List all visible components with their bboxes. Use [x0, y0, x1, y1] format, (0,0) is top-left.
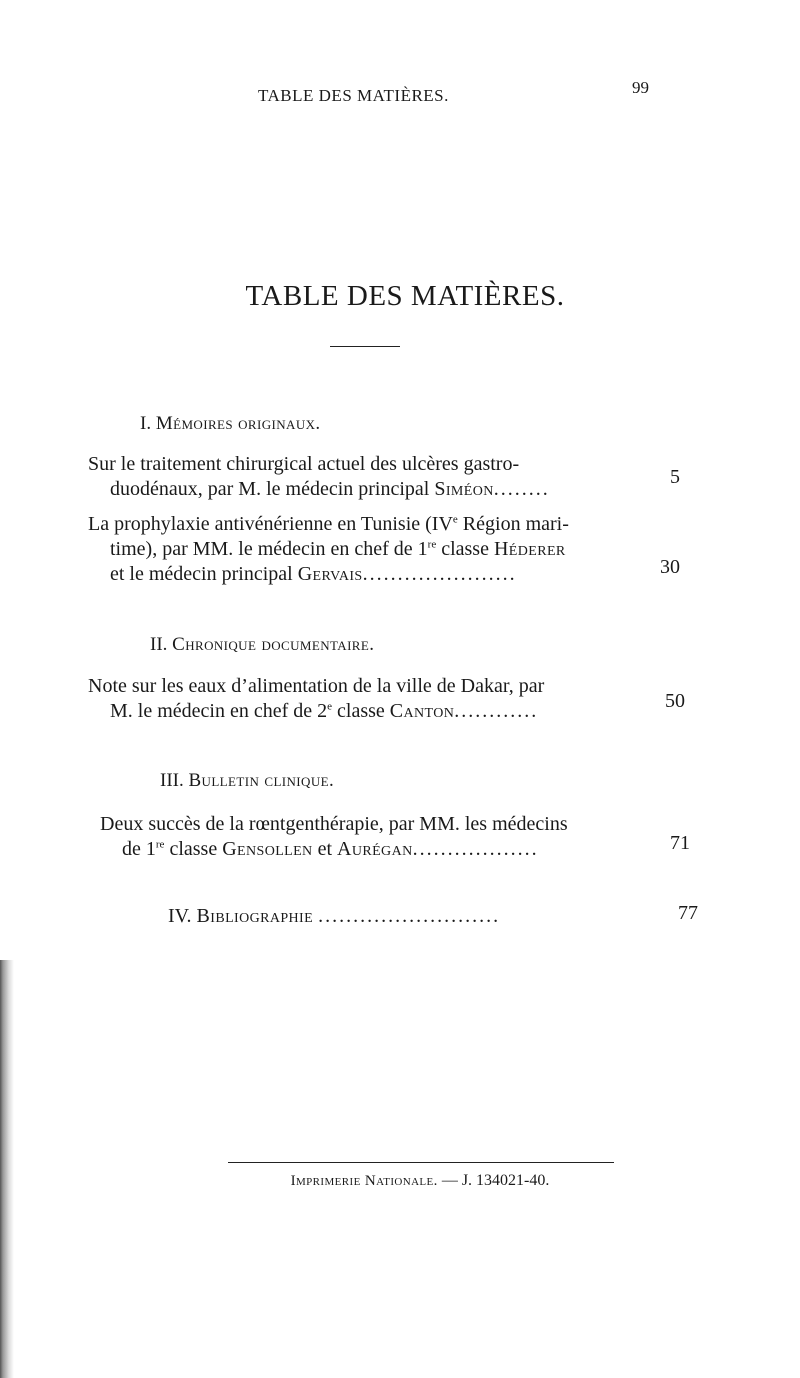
- entry-page-number: 50: [665, 690, 685, 712]
- author-name: Gervais: [297, 563, 363, 585]
- entry-line: La prophylaxie antivénérienne en Tunisie (IVe Région mari-: [88, 513, 569, 535]
- author-name: Héderer: [493, 538, 566, 560]
- section-heading-memoires: [140, 413, 321, 435]
- section-heading-bibliographie: [168, 905, 500, 928]
- page-edge-shadow: [0, 960, 14, 1378]
- job-number: J. 134021-40.: [461, 1172, 550, 1189]
- entry-line: time), par MM. le médecin en chef de 1re classe Héderer: [110, 538, 566, 560]
- section-title: Mémoires originaux.: [155, 413, 321, 434]
- author-name: Gensollen: [222, 838, 313, 860]
- running-title: TABLE DES MATIÈRES.: [258, 86, 449, 105]
- toc-entry-dakar: [88, 674, 628, 724]
- section-title: Bulletin clinique.: [188, 770, 335, 791]
- imprint-dash: —: [441, 1172, 458, 1189]
- entry-line: M. le médecin en chef de 2e classe Canton............: [110, 700, 539, 722]
- printer-name: Imprimerie Nationale.: [290, 1173, 438, 1189]
- entry-line: duodénaux, par M. le médecin principal Siméon........: [110, 478, 550, 500]
- toc-entry-prophylaxie: [88, 512, 628, 587]
- section-numeral: I.: [140, 413, 152, 434]
- entry-page-number: 5: [670, 466, 680, 488]
- title-divider: [330, 346, 400, 347]
- dot-leader: ..........................: [318, 905, 501, 927]
- entry-line: Deux succès de la rœntgenthérapie, par MM. les médecins: [100, 813, 568, 835]
- section-title: Bibliographie: [196, 905, 314, 927]
- dot-leader: ......................: [362, 563, 517, 585]
- entry-page-number: 30: [660, 556, 680, 578]
- entry-page-number: 77: [678, 902, 698, 924]
- entry-line: Sur le traitement chirurgical actuel des ulcères gastro-: [88, 453, 520, 475]
- entry-page-number: 71: [670, 832, 690, 854]
- section-numeral: III.: [160, 770, 184, 791]
- section-numeral: II.: [150, 634, 168, 655]
- author-name: Canton: [389, 700, 455, 722]
- entry-line: et le médecin principal Gervais......................: [110, 563, 517, 585]
- toc-entry-roentgentherapie: [100, 812, 642, 862]
- section-heading-bulletin: [160, 770, 334, 792]
- section-numeral: IV.: [168, 905, 192, 927]
- entry-line: de 1re classe Gensollen et Aurégan..................: [122, 838, 539, 860]
- footer-divider: [228, 1162, 614, 1163]
- toc-entry-simeon: [88, 452, 628, 502]
- page-title: TABLE DES MATIÈRES.: [245, 280, 565, 312]
- dot-leader: ..................: [412, 838, 539, 860]
- dot-leader: ........: [493, 478, 550, 500]
- author-name: Siméon: [434, 478, 494, 500]
- printer-imprint: [0, 1172, 800, 1190]
- entry-line: Note sur les eaux d’alimentation de la ville de Dakar, par: [88, 675, 545, 697]
- page-number: 99: [632, 78, 649, 97]
- dot-leader: ............: [454, 700, 539, 722]
- author-name: Aurégan: [337, 838, 413, 860]
- section-title: Chronique documentaire.: [172, 634, 375, 655]
- section-heading-chronique: [150, 634, 374, 656]
